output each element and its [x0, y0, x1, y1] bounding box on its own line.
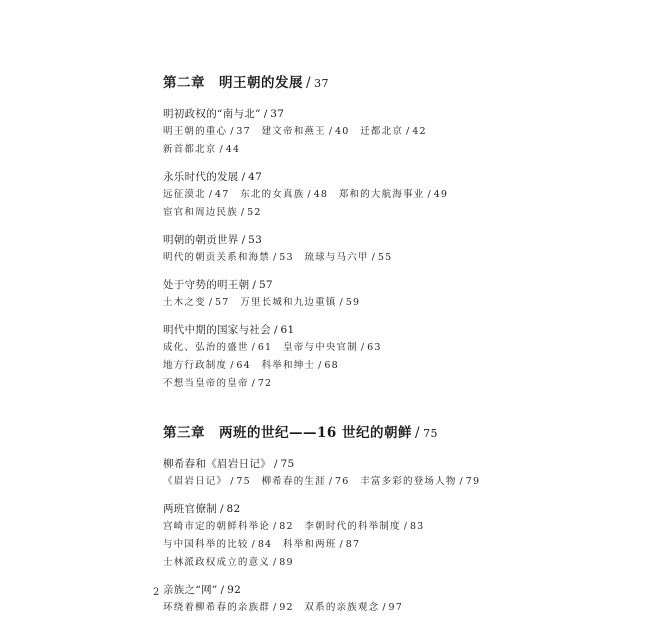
subsection-title: 成化、弘治的盛世: [163, 342, 249, 353]
item-spacer: [328, 189, 339, 200]
subsection-title: 东北的女真族: [240, 189, 305, 200]
subsection-title: 明王朝的重心: [163, 126, 228, 137]
subsection-title: 万里长城和九边重镇: [240, 297, 337, 308]
subsection-line: [163, 473, 633, 491]
section-title: 处于守势的明王朝: [163, 279, 250, 291]
page-separator: /: [459, 476, 463, 487]
subsection-title: 宦官和周边民族: [163, 207, 238, 218]
section-page: 53: [248, 234, 263, 246]
chapter-gap: [163, 402, 633, 424]
page-number: 2: [153, 587, 160, 598]
subsection-entry: [163, 360, 251, 371]
page-separator: /: [403, 521, 407, 532]
toc-section: [163, 276, 633, 312]
chapter-title: 第二章 明王朝的发展: [163, 75, 303, 91]
section-heading: [163, 168, 633, 186]
page-separator: /: [251, 378, 255, 389]
subsection-page: 64: [236, 360, 251, 371]
section-page: 61: [280, 324, 295, 336]
section-title: 明朝的朝贡世界: [163, 234, 239, 246]
chapter-title: 第三章 两班的世纪——16 世纪的朝鲜: [163, 425, 412, 441]
subsection-entry: [163, 557, 294, 568]
section-title: 两班官僚制: [163, 503, 217, 515]
subsection-entry: [304, 521, 424, 532]
page-separator: /: [328, 476, 333, 487]
section-page: 47: [248, 171, 263, 183]
section-title: 亲族之“网”: [163, 584, 218, 596]
page-separator: /: [208, 297, 213, 308]
subsection-entry: [240, 189, 328, 200]
page-separator: /: [220, 584, 225, 596]
page-separator: /: [382, 602, 386, 613]
subsection-line: [163, 599, 633, 617]
subsection-title: 迁都北京: [360, 126, 404, 137]
page-separator: /: [241, 234, 246, 246]
subsection-line: [163, 204, 633, 222]
subsection-title: 环绕着柳希春的亲族群: [163, 602, 271, 613]
page-separator: /: [219, 144, 223, 155]
subsection-page: 49: [433, 189, 449, 200]
page-separator: /: [273, 557, 277, 568]
page-separator: /: [318, 360, 322, 371]
page-separator: /: [240, 207, 245, 218]
item-spacer: [230, 297, 241, 308]
subsection-page: 75: [236, 476, 251, 487]
subsection-page: 40: [335, 126, 350, 137]
subsection-page: 63: [367, 342, 382, 353]
subsection-title: 明代的朝贡关系和海禁: [163, 252, 271, 263]
section-heading: [163, 321, 633, 339]
subsection-page: 83: [409, 521, 425, 532]
subsection-page: 53: [279, 252, 294, 263]
section-heading: [163, 276, 633, 294]
page-separator: /: [263, 108, 268, 120]
subsection-title: 双系的亲族观念: [304, 602, 380, 613]
subsection-entry: [262, 476, 350, 487]
subsection-line: [163, 357, 633, 375]
subsection-title: 不想当皇帝的皇帝: [163, 378, 249, 389]
subsection-entry: [163, 126, 251, 137]
subsection-entry: [163, 476, 251, 487]
subsection-title: 李朝时代的科举制度: [304, 521, 401, 532]
subsection-entry: [339, 189, 448, 200]
subsection-entry: [304, 602, 403, 613]
page-separator: /: [252, 279, 256, 291]
subsection-page: 55: [377, 252, 393, 263]
item-spacer: [251, 476, 262, 487]
table-of-contents: [163, 74, 633, 626]
subsection-page: 92: [279, 602, 294, 613]
subsection-line: [163, 123, 633, 141]
subsection-page: 47: [215, 189, 230, 200]
item-spacer: [230, 189, 241, 200]
chapter-page: 37: [314, 77, 330, 90]
subsection-page: 59: [345, 297, 361, 308]
item-spacer: [294, 602, 305, 613]
section-page: 57: [258, 279, 273, 291]
subsection-entry: [304, 252, 392, 263]
subsection-entry: [163, 297, 230, 308]
subsection-page: 61: [257, 342, 273, 353]
subsection-entry: [163, 602, 294, 613]
item-spacer: [350, 126, 361, 137]
subsection-line: [163, 518, 633, 536]
subsection-title: 皇帝与中央官制: [283, 342, 358, 353]
page-separator: /: [328, 126, 333, 137]
subsection-page: 44: [225, 144, 241, 155]
item-spacer: [272, 539, 283, 550]
page-separator: /: [406, 126, 410, 137]
toc-section: [163, 231, 633, 267]
page-separator: /: [427, 189, 431, 200]
page-separator: /: [251, 342, 255, 353]
page-separator: /: [274, 324, 278, 336]
item-spacer: [294, 252, 305, 263]
page-separator: /: [339, 297, 343, 308]
subsection-title: 地方行政制度: [163, 360, 228, 371]
subsection-title: 丰富多彩的登场人物: [360, 476, 457, 487]
subsection-entry: [163, 539, 272, 550]
page-separator: /: [274, 458, 278, 470]
subsection-entry: [163, 207, 262, 218]
page-separator: /: [307, 189, 311, 200]
subsection-title: 建文帝和燕王: [261, 126, 326, 137]
subsection-entry: [360, 476, 480, 487]
item-spacer: [294, 521, 305, 532]
item-spacer: [251, 360, 262, 371]
subsection-title: 与中国科举的比较: [163, 539, 249, 550]
section-title: 明初政权的“南与北”: [163, 108, 261, 120]
subsection-page: 79: [465, 476, 481, 487]
section-page: 82: [226, 503, 241, 515]
subsection-entry: [163, 342, 272, 353]
subsection-page: 76: [335, 476, 350, 487]
section-page: 75: [280, 458, 295, 470]
page-separator: /: [273, 252, 277, 263]
toc-section: [163, 500, 633, 572]
subsection-entry: [262, 126, 350, 137]
subsection-page: 89: [279, 557, 294, 568]
toc-section: [163, 581, 633, 617]
subsection-line: [163, 141, 633, 159]
item-spacer: [251, 126, 262, 137]
page-separator: /: [208, 189, 213, 200]
subsection-line: [163, 339, 633, 357]
subsection-page: 68: [324, 360, 339, 371]
subsection-page: 52: [247, 207, 262, 218]
section-heading: [163, 231, 633, 249]
subsection-entry: [360, 126, 427, 137]
subsection-entry: [163, 144, 240, 155]
subsection-page: 57: [215, 297, 230, 308]
page-separator: /: [339, 539, 343, 550]
chapter-heading: [163, 424, 633, 443]
subsection-entry: [262, 360, 339, 371]
subsection-page: 82: [279, 521, 294, 532]
page-separator: /: [241, 171, 246, 183]
page-separator: /: [371, 252, 375, 263]
subsection-title: 远征漠北: [163, 189, 206, 200]
chapter-page: 75: [423, 427, 439, 440]
subsection-page: 72: [257, 378, 273, 389]
subsection-line: [163, 554, 633, 572]
subsection-line: [163, 375, 633, 393]
page-separator: /: [273, 521, 277, 532]
subsection-entry: [163, 252, 294, 263]
page-separator: /: [360, 342, 365, 353]
subsection-title: 郑和的大航海事业: [338, 189, 425, 200]
subsection-title: 士林派政权成立的意义: [163, 557, 271, 568]
toc-section: [163, 321, 633, 393]
subsection-title: 新首都北京: [163, 144, 217, 155]
subsection-page: 37: [236, 126, 251, 137]
section-heading: [163, 500, 633, 518]
subsection-title: 《眉岩日记》: [163, 476, 228, 487]
page-separator: /: [230, 476, 234, 487]
toc-section: [163, 455, 633, 491]
subsection-title: 琉球与马六甲: [304, 252, 369, 263]
section-heading: [163, 105, 633, 123]
section-heading: [163, 455, 633, 473]
subsection-entry: [163, 521, 294, 532]
page-separator: /: [415, 425, 421, 441]
section-page: 37: [270, 108, 285, 120]
toc-section: [163, 168, 633, 222]
page-separator: /: [306, 75, 312, 91]
subsection-title: 土木之变: [163, 297, 206, 308]
subsection-title: 宫崎市定的朝鲜科举论: [163, 521, 271, 532]
section-page: 92: [227, 584, 242, 596]
subsection-title: 科举和绅士: [261, 360, 316, 371]
subsection-page: 87: [345, 539, 361, 550]
section-title: 明代中期的国家与社会: [163, 324, 271, 336]
subsection-line: [163, 249, 633, 267]
page-separator: /: [251, 539, 255, 550]
subsection-page: 97: [388, 602, 404, 613]
section-title: 柳希春和《眉岩日记》: [163, 458, 271, 470]
subsection-entry: [163, 189, 230, 200]
subsection-title: 科举和两班: [283, 539, 337, 550]
item-spacer: [350, 476, 361, 487]
section-heading: [163, 581, 633, 599]
subsection-entry: [163, 378, 272, 389]
page-separator: /: [220, 503, 224, 515]
page-separator: /: [230, 360, 234, 371]
section-title: 永乐时代的发展: [163, 171, 239, 183]
subsection-line: [163, 536, 633, 554]
subsection-entry: [240, 297, 360, 308]
subsection-page: 42: [412, 126, 427, 137]
page-separator: /: [230, 126, 234, 137]
chapter-heading: [163, 74, 633, 93]
subsection-title: 柳希春的生涯: [261, 476, 326, 487]
subsection-line: [163, 186, 633, 204]
subsection-page: 84: [257, 539, 273, 550]
subsection-page: 48: [313, 189, 329, 200]
toc-section: [163, 105, 633, 159]
subsection-entry: [283, 539, 360, 550]
subsection-entry: [283, 342, 382, 353]
page-separator: /: [273, 602, 277, 613]
subsection-line: [163, 294, 633, 312]
item-spacer: [272, 342, 283, 353]
